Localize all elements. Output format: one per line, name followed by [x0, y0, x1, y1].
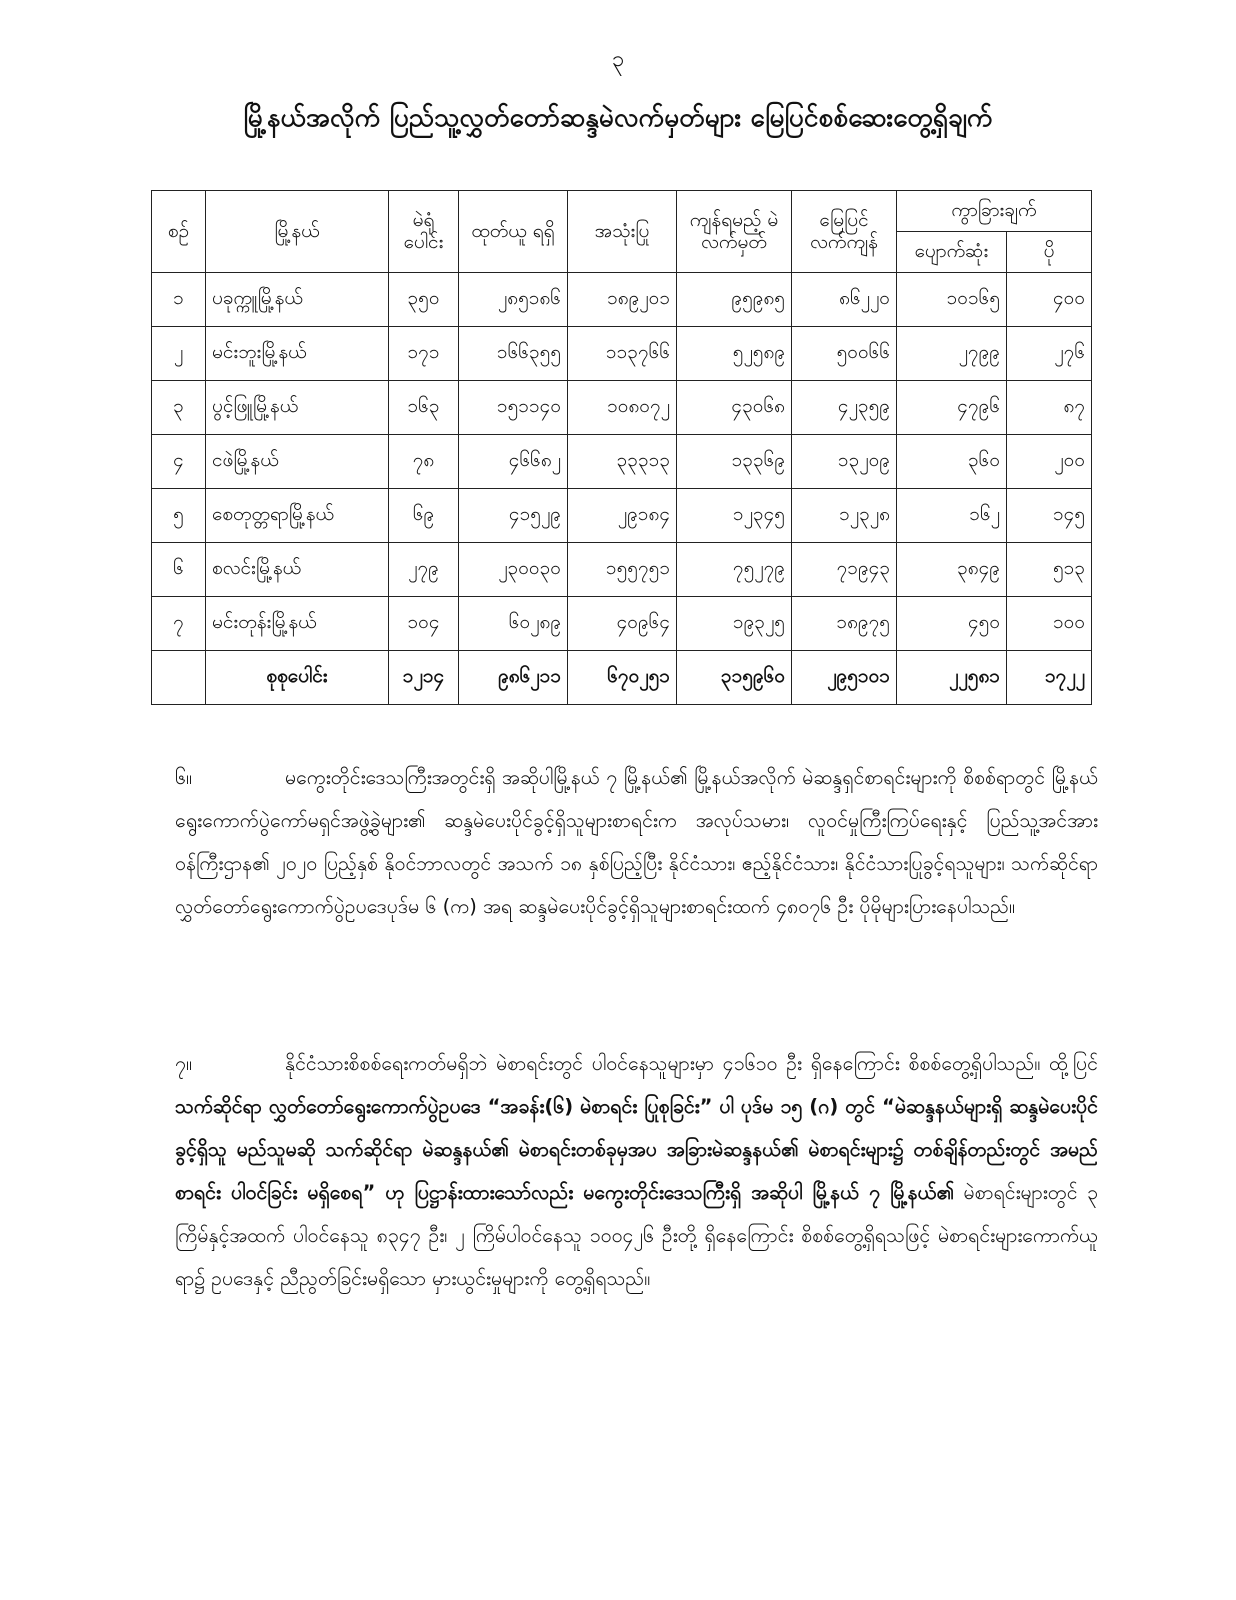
cell-stations: ၁၀၄	[389, 597, 459, 651]
cell-remaining: ၇၅၂၇၉	[677, 543, 792, 597]
cell-township: စေတုတ္တရာမြို့နယ်	[206, 489, 389, 543]
cell-township: ပခုက္ကူမြို့နယ်	[206, 273, 389, 327]
header-excess: ပို	[1007, 232, 1092, 273]
header-township: မြို့နယ်	[206, 191, 389, 273]
table-row	[152, 327, 1092, 381]
total-missing: ၂၂၅၈၁	[897, 651, 1007, 705]
cell-ground-remaining: ၁၃၂၀၉	[792, 435, 897, 489]
total-ground-remaining: ၂၉၅၁၀၁	[792, 651, 897, 705]
cell-ground-remaining: ၅၀၀၆၆	[792, 327, 897, 381]
cell-stations: ၁၇၁	[389, 327, 459, 381]
table-row	[152, 435, 1092, 489]
cell-no: ၂	[152, 327, 206, 381]
cell-missing: ၄၅၀	[897, 597, 1007, 651]
cell-excess: ၂၀၀	[1007, 435, 1092, 489]
header-ground-remaining: မြေပြင် လက်ကျန်	[792, 191, 897, 273]
cell-township: စလင်းမြို့နယ်	[206, 543, 389, 597]
cell-ground-remaining: ၁၂၃၂၈	[792, 489, 897, 543]
cell-used: ၄၀၉၆၄	[568, 597, 677, 651]
cell-township: မင်းတုန်းမြို့နယ်	[206, 597, 389, 651]
table-row	[152, 489, 1092, 543]
cell-received: ၂၈၅၁၈၆	[459, 273, 568, 327]
table-body	[152, 273, 1092, 705]
cell-missing: ၁၆၂	[897, 489, 1007, 543]
cell-ground-remaining: ၇၁၉၄၃	[792, 543, 897, 597]
paragraph-6-number: ၆။	[175, 766, 192, 789]
cell-received: ၂၃၀၀၃၀	[459, 543, 568, 597]
cell-township: ပွင့်ဖြူမြို့နယ်	[206, 381, 389, 435]
cell-used: ၁၀၈၀၇၂	[568, 381, 677, 435]
header-missing: ပျောက်ဆုံး	[897, 232, 1007, 273]
cell-stations: ၂၇၉	[389, 543, 459, 597]
paragraph-7	[175, 1042, 1098, 1300]
cell-empty	[152, 651, 206, 705]
cell-received: ၄၆၆၈၂	[459, 435, 568, 489]
cell-ground-remaining: ၈၆၂၂၀	[792, 273, 897, 327]
header-polling-stations: မဲရုံ ပေါင်း	[389, 191, 459, 273]
cell-ground-remaining: ၁၈၉၇၅	[792, 597, 897, 651]
page-number: ၃	[611, 47, 625, 72]
cell-remaining: ၉၅၉၈၅	[677, 273, 792, 327]
cell-remaining: ၁၉၃၂၅	[677, 597, 792, 651]
table-row	[152, 543, 1092, 597]
cell-stations: ၆၉	[389, 489, 459, 543]
cell-remaining: ၁၃၃၆၉	[677, 435, 792, 489]
cell-excess: ၁၄၅	[1007, 489, 1092, 543]
cell-excess: ၁၀၀	[1007, 597, 1092, 651]
cell-excess: ၈၇	[1007, 381, 1092, 435]
total-received: ၉၈၆၂၁၁	[459, 651, 568, 705]
cell-missing: ၃၈၄၉	[897, 543, 1007, 597]
cell-excess: ၅၁၃	[1007, 543, 1092, 597]
cell-missing: ၄၇၉၆	[897, 381, 1007, 435]
cell-remaining: ၅၂၅၈၉	[677, 327, 792, 381]
cell-missing: ၂၇၉၉	[897, 327, 1007, 381]
total-label: စုစုပေါင်း	[206, 651, 389, 705]
table-row	[152, 381, 1092, 435]
cell-used: ၃၃၃၁၃	[568, 435, 677, 489]
header-used: အသုံးပြု	[568, 191, 677, 273]
cell-stations: ၁၆၃	[389, 381, 459, 435]
cell-received: ၄၁၅၂၉	[459, 489, 568, 543]
table-row	[152, 273, 1092, 327]
total-remaining: ၃၁၅၉၆၀	[677, 651, 792, 705]
cell-stations: ၇၈	[389, 435, 459, 489]
paragraph-6	[175, 756, 1098, 928]
total-stations: ၁၂၁၄	[389, 651, 459, 705]
cell-used: ၁၁၃၇၆၆	[568, 327, 677, 381]
cell-township: မင်းဘူးမြို့နယ်	[206, 327, 389, 381]
cell-township: ငဖဲမြို့နယ်	[206, 435, 389, 489]
cell-no: ၇	[152, 597, 206, 651]
header-received: ထုတ်ယူ ရရှိ	[459, 191, 568, 273]
cell-ground-remaining: ၄၂၃၅၉	[792, 381, 897, 435]
cell-missing: ၃၆၀	[897, 435, 1007, 489]
cell-remaining: ၄၃၀၆၈	[677, 381, 792, 435]
cell-used: ၂၉၁၈၄	[568, 489, 677, 543]
cell-no: ၁	[152, 273, 206, 327]
cell-missing: ၁၀၁၆၅	[897, 273, 1007, 327]
cell-used: ၁၈၉၂၀၁	[568, 273, 677, 327]
cell-no: ၄	[152, 435, 206, 489]
cell-excess: ၂၇၆	[1007, 327, 1092, 381]
paragraph-7-number: ၇။	[175, 1052, 192, 1075]
paragraph-7-text-a: နိုင်ငံသားစိစစ်ရေးကတ်မရှိဘဲ မဲစာရင်းတွင် ပါဝင်နေသူများမှာ ၄၁၆၁၀ ဦး ရှိနေကြောင်း စိစစ်တွေ့ရှိပါသည်။ ထို့ပြင်	[285, 1052, 1098, 1075]
header-remaining: ကျန်ရမည့် မဲလက်မှတ်	[677, 191, 792, 273]
header-no: စဉ်	[152, 191, 206, 273]
cell-received: ၆၀၂၈၉	[459, 597, 568, 651]
header-difference: ကွာခြားချက်	[897, 191, 1092, 232]
cell-no: ၃	[152, 381, 206, 435]
table-total-row	[152, 651, 1092, 705]
cell-used: ၁၅၅၇၅၁	[568, 543, 677, 597]
paragraph-7-bold-text: သက်ဆိုင်ရာ လွှတ်တော်ရွေးကောက်ပွဲဥပဒေ “အခန်း(၆) မဲစာရင်း ပြုစုခြင်း” ပါ ပုဒ်မ ၁၅ (ဂ) တွင် “မဲဆန္ဒနယ်များရှိ ဆန္ဒမဲပေးပိုင်ခွင့်ရှိသူ မည်သူမဆို သက်ဆိုင်ရာ မဲဆန္ဒနယ်၏ မဲစာရင်းတစ်ခုမှအပ အခြားမဲဆန္ဒနယ်၏ မဲစာရင်းများ၌ တစ်ချိန်တည်းတွင် အမည်စာရင်း ပါဝင်ခြင်း မရှိစေရ” ဟု ပြဋ္ဌာန်းထားသော်လည်း မကွေးတိုင်းဒေသကြီးရှိ အဆိုပါ မြို့နယ် ၇ မြို့နယ်၏	[175, 1095, 1098, 1204]
table-row	[152, 597, 1092, 651]
document-title: မြို့နယ်အလိုက် ပြည်သူ့လွှတ်တော်ဆန္ဒမဲလက်မှတ်များ မြေပြင်စစ်ဆေးတွေ့ရှိချက်	[243, 103, 993, 133]
paragraph-7-text-c: မဲစာရင်းများတွင် ၃ ကြိမ်နှင့်အထက် ပါဝင်နေသူ ၈၃၄၇ ဦး၊ ၂ ကြိမ်ပါဝင်နေသူ ၁၀၀၄၂၆ ဦးတို့ ရှိနေကြောင်း စိစစ်တွေ့ရှိရသဖြင့် မဲစာရင်းများကောက်ယူရာ၌ ဥပဒေနှင့် ညီညွတ်ခြင်းမရှိသော မှားယွင်းမှုများကို တွေ့ရှိရသည်။	[175, 1181, 1099, 1290]
total-excess: ၁၇၂၂	[1007, 651, 1092, 705]
cell-received: ၁၆၆၃၅၅	[459, 327, 568, 381]
cell-excess: ၄၀၀	[1007, 273, 1092, 327]
cell-no: ၆	[152, 543, 206, 597]
cell-no: ၅	[152, 489, 206, 543]
ballot-inspection-table	[151, 190, 1092, 705]
total-used: ၆၇၀၂၅၁	[568, 651, 677, 705]
cell-received: ၁၅၁၁၄၀	[459, 381, 568, 435]
cell-stations: ၃၅၀	[389, 273, 459, 327]
cell-remaining: ၁၂၃၄၅	[677, 489, 792, 543]
paragraph-6-text: မကွေးတိုင်းဒေသကြီးအတွင်းရှိ အဆိုပါမြို့နယ် ၇ မြို့နယ်၏ မြို့နယ်အလိုက် မဲဆန္ဒရှင်စာရင်းများကို စိစစ်ရာတွင် မြို့နယ်ရွေးကောက်ပွဲကော်မရှင်အဖွဲ့ခွဲများ၏ ဆန္ဒမဲပေးပိုင်ခွင့်ရှိသူများစာရင်းက အလုပ်သမား၊ လူဝင်မှုကြီးကြပ်ရေးနှင့် ပြည်သူ့အင်အားဝန်ကြီးဌာန၏ ၂၀၂၀ ပြည့်နှစ် နိုဝင်ဘာလတွင် အသက် ၁၈ နှစ်ပြည့်ပြီး နိုင်ငံသား၊ ဧည့်နိုင်ငံသား၊ နိုင်ငံသားပြုခွင့်ရသူများ၊ သက်ဆိုင်ရာ လွှတ်တော်ရွေးကောက်ပွဲဥပဒေပုဒ်မ ၆ (က) အရ ဆန္ဒမဲပေးပိုင်ခွင့်ရှိသူများစာရင်းထက် ၄၈၀၇၆ ဦး ပိုမိုများပြားနေပါသည်။	[175, 766, 1098, 918]
